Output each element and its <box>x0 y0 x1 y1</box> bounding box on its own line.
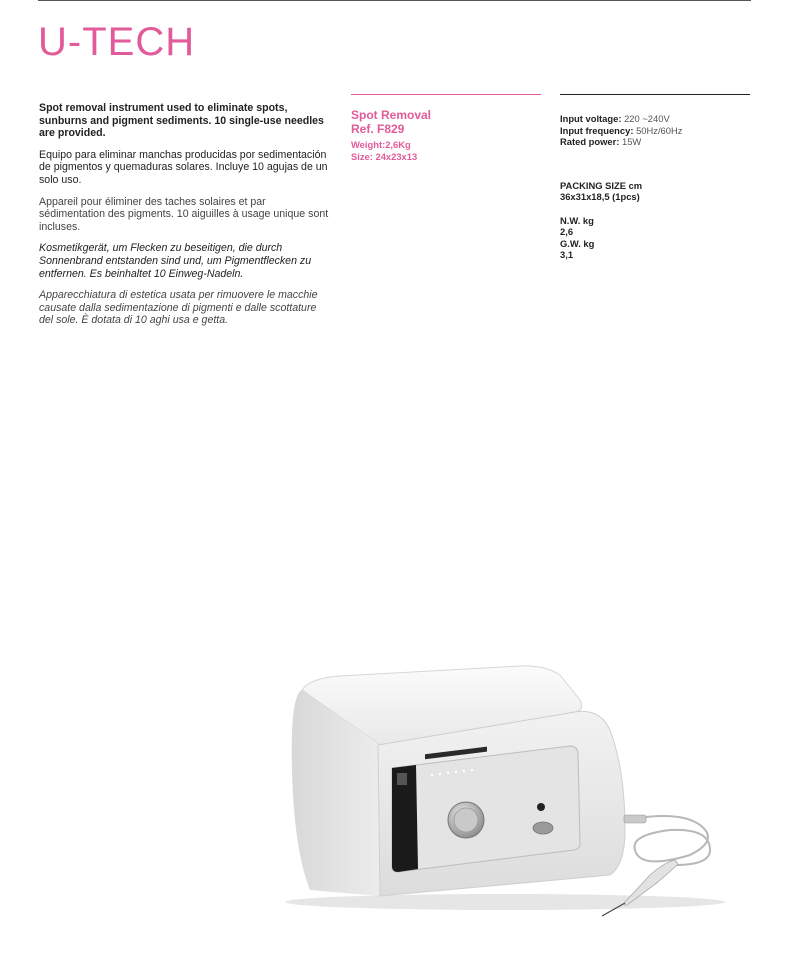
black-rule <box>560 94 750 95</box>
page-title: U-TECH <box>38 20 196 64</box>
spec-value: 220 ~240V <box>624 113 670 124</box>
top-rule <box>38 0 751 1</box>
spec-value: 50Hz/60Hz <box>636 124 683 136</box>
packing-size-label: PACKING SIZE cm <box>560 179 643 191</box>
specs-block <box>560 94 750 261</box>
product-weight: Weight:2,6Kg <box>351 139 411 150</box>
gross-weight-value: 3,1 <box>560 249 574 260</box>
product-info <box>351 94 541 162</box>
spec-input-voltage <box>560 113 750 125</box>
product-size: Size: 24x23x13 <box>351 150 418 162</box>
spec-value: 15W <box>622 136 642 147</box>
product-photo <box>280 650 760 920</box>
spec-rated-power <box>560 136 750 148</box>
spec-input-frequency <box>560 125 750 137</box>
spec-label: Input frequency: <box>560 124 634 136</box>
product-name: Spot Removal <box>351 108 432 122</box>
packing-size-value: 36x31x18,5 (1pcs) <box>560 191 640 202</box>
description-english: Spot removal instrument used to eliminate spots, sunburns and pigment sediments. 10 single-use needles are provided. <box>39 102 324 140</box>
net-weight-value: 2,6 <box>560 226 574 237</box>
product-ref: Ref. F829 <box>351 122 405 136</box>
pink-rule <box>351 94 541 95</box>
spec-label: Input voltage: <box>560 113 622 124</box>
description-italian: Apparecchiatura di estetica usata per rimuovere le macchie causate dalla sedimentazione di pigmenti e dalle scottature del sole. È dotata di 10 aghi usa e getta. <box>39 289 318 327</box>
description-block <box>39 102 329 336</box>
net-weight-label: N.W. kg <box>560 214 594 226</box>
description-spanish: Equipo para eliminar manchas producidas por sedimentación de pigmentos y quemaduras solares. Incluye 10 agujas de un solo uso. <box>39 148 328 186</box>
spec-label: Rated power: <box>560 136 620 147</box>
description-french: Appareil pour éliminer des taches solaires et par sédimentation des pigments. 10 aiguilles à usage unique sont incluses. <box>39 195 329 233</box>
description-german: Kosmetikgerät, um Flecken zu beseitigen, die durch Sonnenbrand entstanden sind und, um Pigmentflecken zu entfernen. Es beinhaltet 10 Einweg-Nadeln. <box>39 242 312 280</box>
gross-weight-label: G.W. kg <box>560 237 595 249</box>
